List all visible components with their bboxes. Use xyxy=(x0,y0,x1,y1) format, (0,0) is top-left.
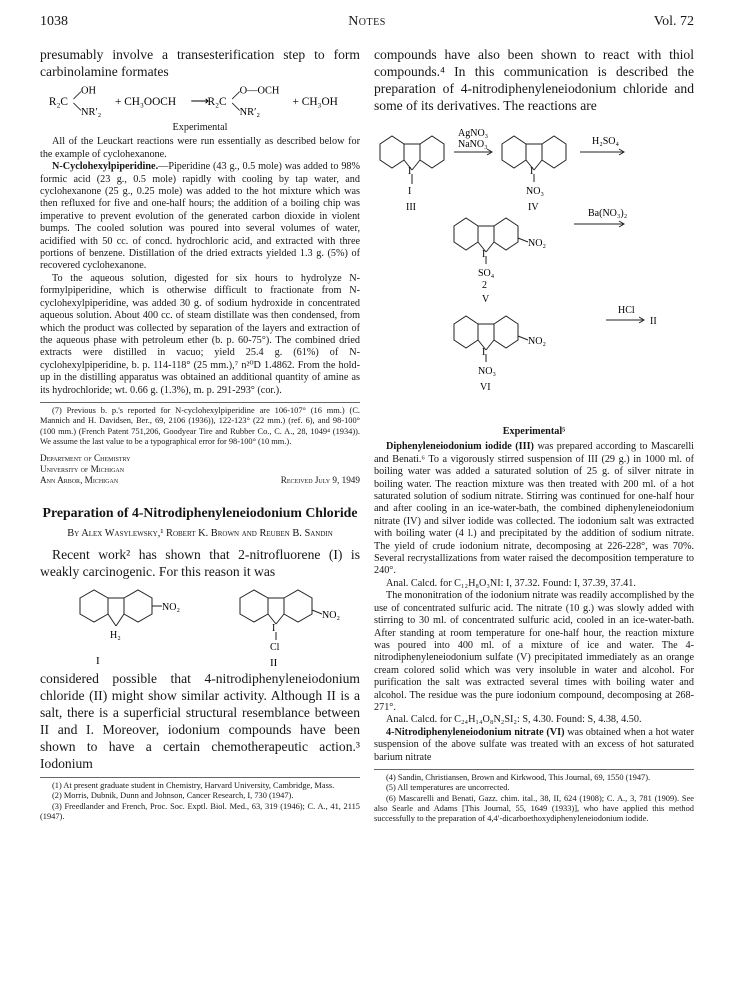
affiliation-city: Ann Arbor, Michigan xyxy=(40,475,119,486)
right-para-3: 4-Nitrodiphenyleneiodonium nitrate (VI) was obtained when a hot water suspension of the above sulfate was treated with an excess of hot saturated barium nitrate xyxy=(374,726,694,763)
affiliation-block xyxy=(40,453,360,486)
svg-text:HCl: HCl xyxy=(618,305,635,316)
svg-text:I: I xyxy=(482,249,486,260)
section-title: Notes xyxy=(348,14,386,29)
para2: considered possible that 4-nitrodiphenyleneiodonium chloride (II) might show similar activity. Although II is a salt, there is a superficial structural resemblance between II and I. Moreover, iodonium compounds have been shown to have a certain chemotherapeutic action.³ Iodonium xyxy=(40,671,360,772)
svg-text:NO₃: NO₃ xyxy=(478,366,496,377)
received-date: Received July 9, 1949 xyxy=(280,475,360,486)
transesterification-equation xyxy=(40,84,360,118)
svg-text:I: I xyxy=(408,186,412,197)
svg-text:I: I xyxy=(96,655,100,668)
svg-text:AgNO₃: AgNO₃ xyxy=(458,128,489,139)
svg-text:NR′₂: NR′₂ xyxy=(81,107,102,118)
svg-text:II: II xyxy=(270,657,278,670)
svg-text:OH: OH xyxy=(81,85,96,97)
article-title: Preparation of 4-Nitrodiphenyleneiodonium Chloride xyxy=(42,505,358,521)
svg-text:R₂C: R₂C xyxy=(207,95,227,108)
svg-text:Cl: Cl xyxy=(270,642,280,654)
footnote-4: (4) Sandin, Christiansen, Brown and Kirkwood, This Journal, 69, 1550 (1947). xyxy=(386,772,651,782)
svg-text:I: I xyxy=(530,166,534,177)
reaction-scheme xyxy=(374,114,694,424)
svg-text:⟶: ⟶ xyxy=(190,92,210,108)
right-experimental-heading: Experimental⁵ xyxy=(502,426,566,437)
footnote-3: (3) Freedlander and French, Proc. Soc. Exptl. Biol. Med., 63, 319 (1946); C. A., 41, 2115 (1947). xyxy=(40,801,360,822)
article-authors: By Alex Wasylewsky,¹ Robert K. Brown and Reuben B. Sandin xyxy=(67,528,333,540)
svg-text:IV: IV xyxy=(528,202,539,213)
svg-text:Ba(NO₃)₂: Ba(NO₃)₂ xyxy=(588,208,628,219)
left-intro: presumably involve a transesterification step to form carbinolamine formates xyxy=(40,47,360,79)
svg-text:NO₂: NO₂ xyxy=(162,602,180,614)
svg-text:R₂C: R₂C xyxy=(48,95,68,108)
svg-text:I: I xyxy=(272,623,276,635)
ncp-paragraph: N-Cyclohexylpiperidine.—Piperidine (43 g., 0.5 mole) was added to 98% formic acid (23 g., 0.5 mole) rapidly with cooling by tap water, and cyclohexanone (25 g., 0.25 mole) was added to the hot mixture which was then refluxed for five and one-half hours; the addition of a boiling chip was imperative to prevent evolution of the generated carbon dioxide in violent bumps. The cooled solution was poured into several volumes of water, acidified with 50 cc. of concd. hydrochloric acid, and extracted with three portions of benzene. Distillation of the dried extracts yielded 1.3 g. (5%) of recovered cyclohexanone. xyxy=(40,161,360,272)
right-intro: compounds have also been shown to react with thiol compounds.⁴ In this communication is described the preparation of 4-nitrodiphenyleneiodonium chloride and some of its derivatives. The reactions are xyxy=(374,47,694,113)
svg-text:NO₂: NO₂ xyxy=(322,610,340,622)
right-para-2: The mononitration of the iodonium nitrate was readily accomplished by the use of concentrated sulfuric acid. The nitrate (10 g.) was slowly added with stirring to 30 ml. of concentrated sulfuric acid, cooled in an ice-water-bath. After standing at room temperature for one-half hour, the reaction mixture was poured into 400 ml. of a mixture of ice and water. The 4-nitrodiphenyleneiodonium sulfate (V) precipitated immediately as an orange cream colored solid which was very insoluble in water and alcohol. For purification the salt was extracted several times with boiling water and alcohol. The residue was the pure iodonium compound, decomposing at 268-271°. xyxy=(374,590,694,713)
svg-text:O—OCH: O—OCH xyxy=(239,85,280,97)
anal-2: Anal. Calcd. for C₂₄H₁₄O₈N₂SI₂: S, 4.30. Found: S, 4.38, 4.50. xyxy=(386,714,642,726)
svg-text:2: 2 xyxy=(482,280,487,291)
intro-paragraph: Recent work² has shown that 2-nitrofluorene (I) is weakly carcinogenic. For this reason it was xyxy=(40,547,360,580)
svg-text:H₂SO₄: H₂SO₄ xyxy=(592,136,619,147)
hydrolysis-paragraph: To the aqueous solution, digested for six hours to hydrolyze N-formylpiperidine, which is otherwise difficult to fractionate from N-cyclohexylpiperidine, was added 30 g. of sodium hydroxide in concentrated aqueous solution. About 400 cc. of steam distillate was then condensed, from which the product was collected by separation of the layers and extraction of the aqueous phase with petroleum ether (b. p. 60-75°). The combined dried extracts were distilled in vacuo; yield 25.4 g. (61%) of N-cyclohexylpiperidine, b. p. 114-118° (25 mm.),⁷ n²⁰D 1.4862. From the hold-up in the distilling apparatus was obtained an additional quantity of amine as its hydrochloride; wt. 0.66 g. (1.3%), m. p. 291-293° (cor.). xyxy=(40,272,360,396)
svg-text:NO₂: NO₂ xyxy=(528,238,546,249)
svg-text:NO₂: NO₂ xyxy=(528,336,546,347)
affiliation-univ: University of Michigan xyxy=(40,464,125,475)
svg-text:II: II xyxy=(650,316,657,327)
structures-I-II xyxy=(40,580,360,670)
svg-text:+ CH₃OOCH: + CH₃OOCH xyxy=(115,95,177,108)
right-para-1: Diphenyleneiodonium iodide (III) was prepared according to Mascarelli and Benati.⁶ To a vigorously stirred suspension of III (29 g.) in 1000 ml. of boiling water was added a saturated solution of 25 g. of silver nitrate in boiling water. The reaction mixture was then treated with 200 ml. of a hot saturated solution of sodium nitrate. Stirring was continued for one-half hour and after cooling in an ice-water-bath, the combined diphenyleneiodonium nitrate (IV) and silver iodide was collected. The iodonium salt was extracted with boiling water (4 l.) and precipitated by the addition of sodium nitrate. The yield of crude iodonium nitrate, decomposing at 226-228°, was 70%. Several recrystallizations from water raised the decomposition temperature to 240°. xyxy=(374,441,694,577)
svg-text:I: I xyxy=(408,166,412,177)
page-number: 1038 xyxy=(40,14,68,29)
svg-text:H₂: H₂ xyxy=(110,630,121,642)
svg-text:VI: VI xyxy=(480,382,491,393)
anal-1: Anal. Calcd. for C₁₂H₈O₃NI: I, 37.32. Found: I, 37.39, 37.41. xyxy=(386,577,636,589)
volume-label: Vol. 72 xyxy=(653,14,694,29)
footnote-5: (5) All temperatures are uncorrected. xyxy=(386,783,510,793)
footnote-7: (7) Previous b. p.'s reported for N-cyclohexylpiperidine are 106-107° (16 mm.) (C. Mannich and H. Davidsen, Ber., 69, 2106 (1936)), 122-123° (22 mm.) (ref. 6), and 98-100° (100 mm.) (French Patent 751,206, Goodyear Tire and Rubber Co., C. A., 28, 1049⁴ (1934)). We assume the last value to be a typographical error for 98-100° (10 mm.). xyxy=(40,405,360,446)
svg-text:NR′₂: NR′₂ xyxy=(239,107,260,118)
footnote-2: (2) Morris, Dubnik, Dunn and Johnson, Cancer Research, I, 730 (1947). xyxy=(52,791,294,801)
svg-text:SO₄: SO₄ xyxy=(478,268,495,279)
running-header xyxy=(40,14,694,34)
footnote-6: (6) Mascarelli and Benati, Gazz. chim. ital., 38, II, 624 (1908); C. A., 3, 781 (1909). See also Searle and Adams [This Journal, 55, 1649 (1933)], who have applied this method successfully to the preparation of 4,4′-dicarboethoxydiphenyleneiodonium iodide. xyxy=(374,793,694,824)
svg-text:V: V xyxy=(482,294,490,305)
svg-text:NaNO₃: NaNO₃ xyxy=(458,139,488,150)
affiliation-dept: Department of Chemistry xyxy=(40,453,131,464)
right-column xyxy=(374,46,694,824)
svg-text:I: I xyxy=(482,347,486,358)
svg-text:+ CH₃OH: + CH₃OH xyxy=(292,95,338,108)
svg-text:III: III xyxy=(406,202,416,213)
experimental-heading: Experimental xyxy=(172,122,228,133)
left-column xyxy=(40,46,360,822)
exp-paragraph: All of the Leuckart reactions were run essentially as described below for the example of cyclohexanone. xyxy=(40,136,360,160)
footnote-1: (1) At present graduate student in Chemistry, Harvard University, Cambridge, Mass. xyxy=(52,781,335,791)
svg-text:NO₃: NO₃ xyxy=(526,186,544,197)
